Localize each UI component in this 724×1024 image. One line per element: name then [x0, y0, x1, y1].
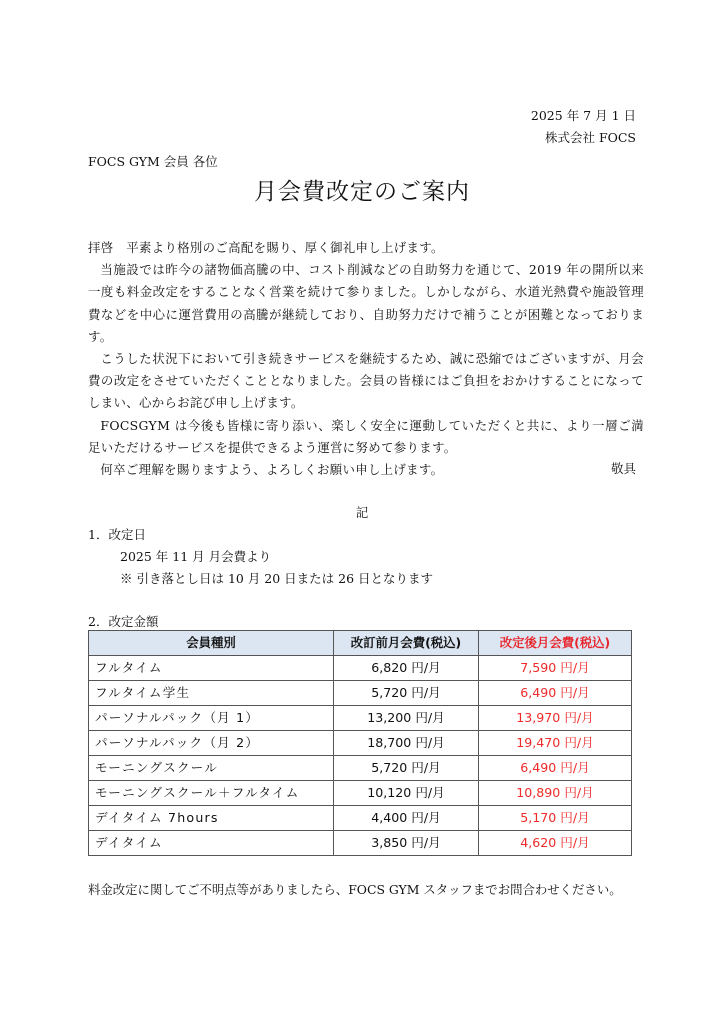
notes-heading: 記 [355, 505, 369, 520]
document-title: 月会費改定のご案内 [254, 179, 470, 205]
fee-before: 5,720 円/月 [334, 756, 479, 781]
table-row [89, 681, 632, 706]
issue-date: 2025 年 7 月 1 日 [530, 108, 636, 123]
section-1-heading: 1．改定日 [88, 527, 146, 542]
fee-before: 13,200 円/月 [334, 706, 479, 731]
contact-note: 料金改定に関してご不明点等がありましたら、FOCS GYM スタッフまでお問合わせください。 [88, 882, 622, 897]
membership-type: フルタイム [89, 656, 334, 681]
header-fee-before: 改訂前月会費(税込) [334, 631, 479, 656]
closing-salutation: 敬具 [610, 461, 636, 476]
table-row [89, 756, 632, 781]
table-row [89, 731, 632, 756]
fee-before: 10,120 円/月 [334, 781, 479, 806]
membership-type: パーソナルパック（月 2） [89, 731, 334, 756]
fee-after: 10,890 円/月 [479, 781, 632, 806]
header-fee-after: 改定後月会費(税込) [479, 631, 632, 656]
fee-after: 13,970 円/月 [479, 706, 632, 731]
fee-after: 4,620 円/月 [479, 831, 632, 856]
fee-before: 5,720 円/月 [334, 681, 479, 706]
fee-before: 6,820 円/月 [334, 656, 479, 681]
table-row [89, 706, 632, 731]
table-row [89, 831, 632, 856]
fee-after: 7,590 円/月 [479, 656, 632, 681]
fee-before: 4,400 円/月 [334, 806, 479, 831]
membership-type: デイタイム 7hours [89, 806, 334, 831]
body-paragraph: 当施設では昨今の諸物価高騰の中、コスト削減などの自助努力を通じて、2019 年の開所以来一度も料金改定をすることなく営業を続けて参りました。しかしながら、水道光熱費や施設管理費などを中心に運営費用の高騰が継続しており、自助努力だけで補うことが困難となっております。 [88, 262, 644, 344]
debit-date-note: ※ 引き落とし日は 10 月 20 日または 26 日となります [120, 571, 434, 586]
table-row [89, 656, 632, 681]
recipient-line: FOCS GYM 会員 各位 [88, 154, 218, 169]
membership-type: フルタイム学生 [89, 681, 334, 706]
membership-type: デイタイム [89, 831, 334, 856]
fee-before: 18,700 円/月 [334, 731, 479, 756]
fee-after: 6,490 円/月 [479, 756, 632, 781]
table-header-row [89, 631, 632, 656]
letter-body [88, 237, 644, 481]
fee-before: 3,850 円/月 [334, 831, 479, 856]
table-row [89, 781, 632, 806]
fee-after: 5,170 円/月 [479, 806, 632, 831]
section-2-heading: 2．改定金額 [88, 614, 159, 629]
body-paragraph: こうした状況下において引き続きサービスを継続するため、誠に恐縮ではございますが、月会費の改定をさせていただくこととなりました。会員の皆様にはご負担をおかけすることになってしまい、心からお詫び申し上げます。 [88, 351, 644, 411]
membership-type: モーニングスクール [89, 756, 334, 781]
body-paragraph: FOCSGYM は今後も皆様に寄り添い、楽しく安全に運動していただくと共に、より一層ご満足いただけるサービスを提供できるよう運営に努めて参ります。 [88, 417, 644, 455]
fee-after: 6,490 円/月 [479, 681, 632, 706]
greeting: 拝啓 平素より格別のご高配を賜り、厚く御礼申し上げます。 [88, 240, 444, 255]
body-paragraph: 何卒ご理解を賜りますよう、よろしくお願い申し上げます。 [100, 462, 444, 478]
table-row [89, 806, 632, 831]
membership-type: パーソナルパック（月 1） [89, 706, 334, 731]
fee-after: 19,470 円/月 [479, 731, 632, 756]
issuer-company: 株式会社 FOCS [544, 130, 636, 145]
fee-table [88, 630, 632, 856]
header-membership-type: 会員種別 [89, 631, 334, 656]
membership-type: モーニングスクール＋フルタイム [89, 781, 334, 806]
effective-date: 2025 年 11 月 月会費より [120, 549, 272, 564]
